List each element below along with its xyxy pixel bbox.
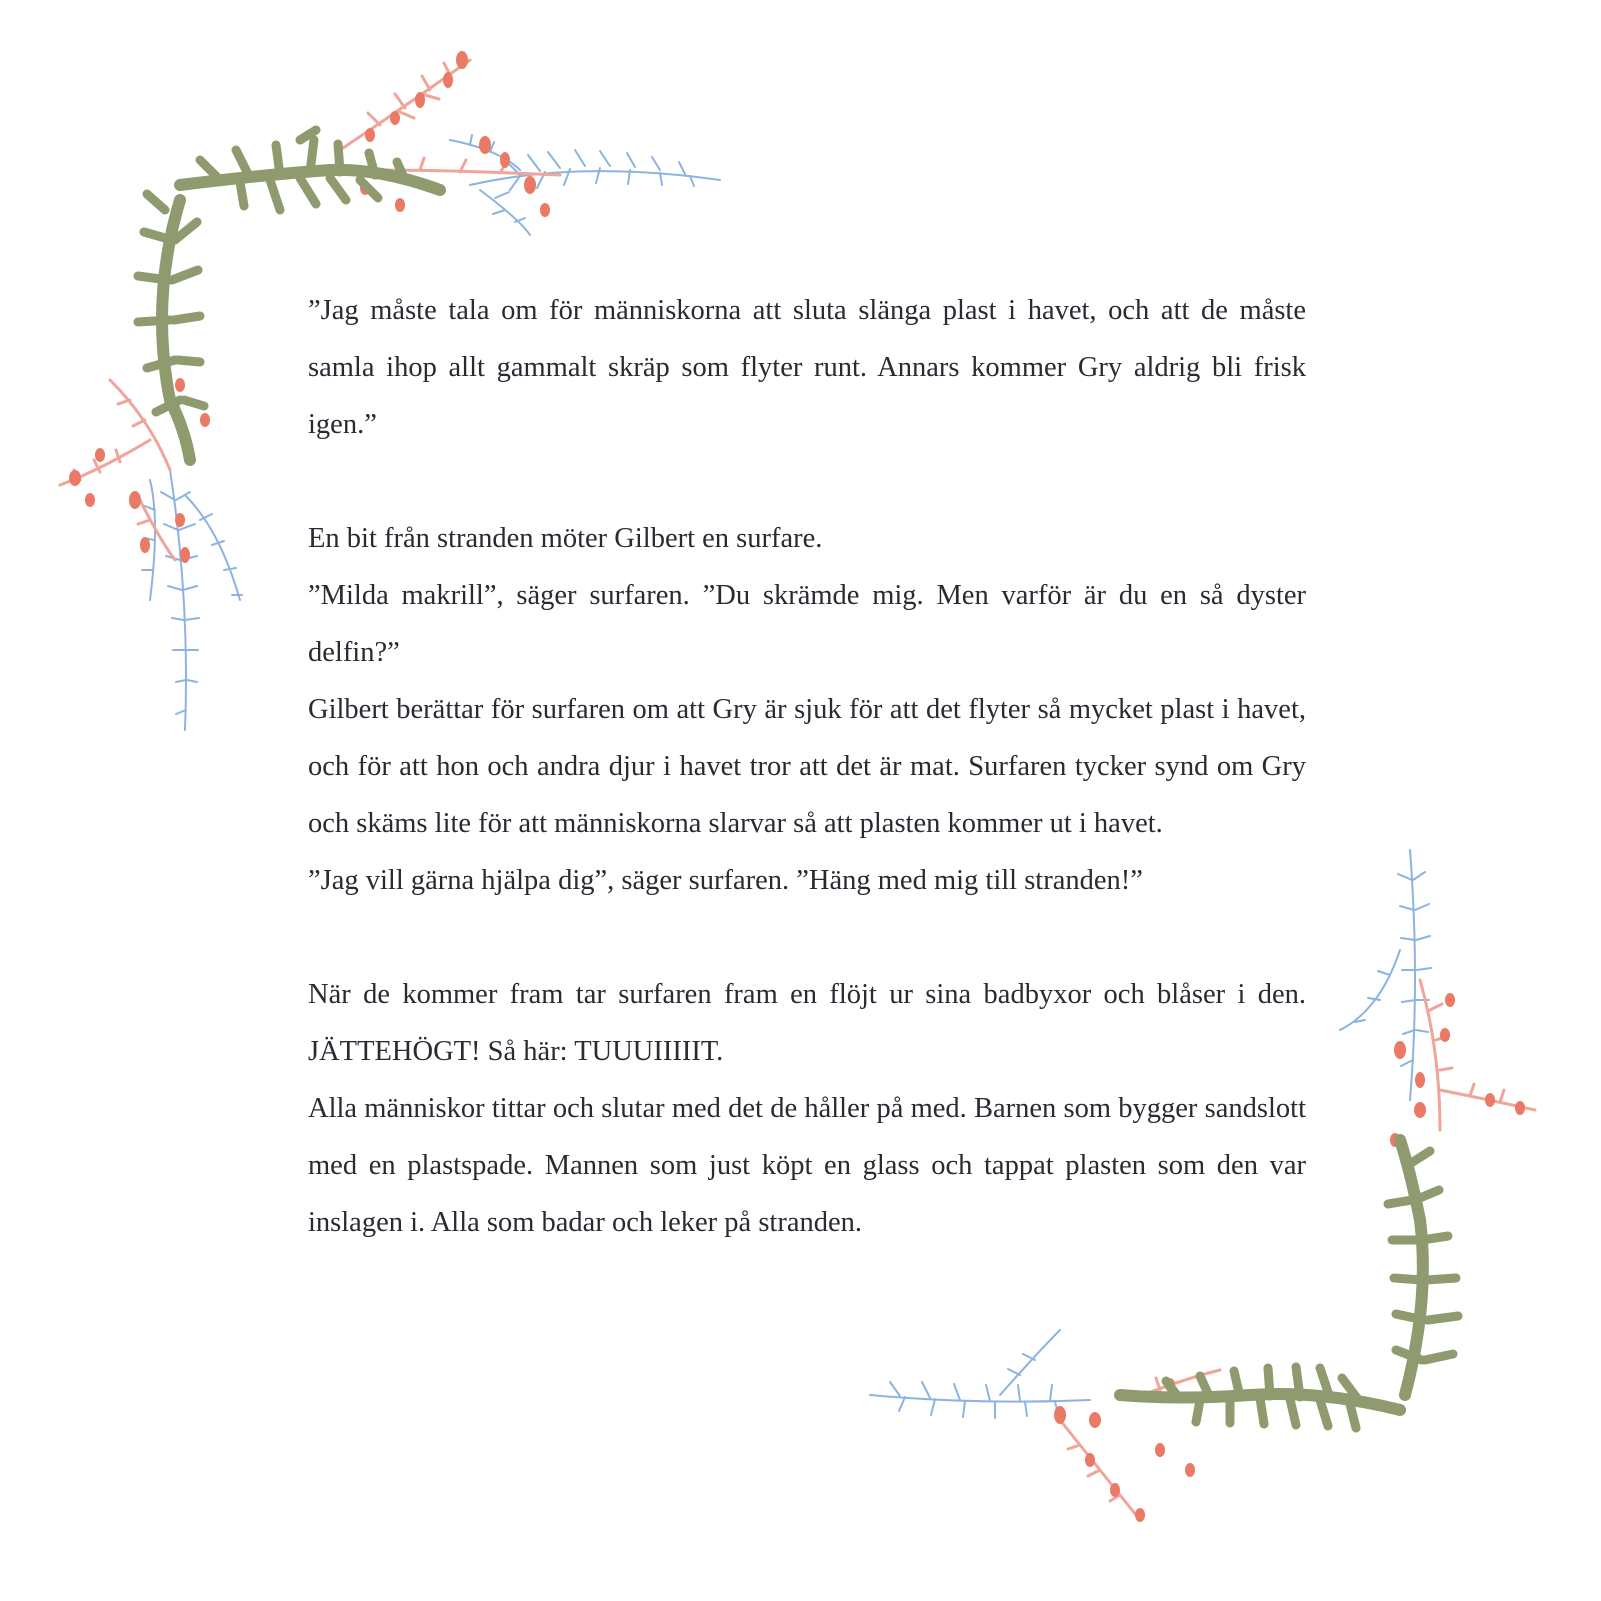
- paragraph-meets-surfer: En bit från stranden möter Gilbert en surfare.: [308, 523, 823, 554]
- paragraph-beach-people: Alla människor tittar och slutar med det de håller på med. Barnen som bygger sandslott med en plastspade. Mannen som just köpt en glass och tappat plasten som den var inslagen i. Alla som badar och leker på stranden.: [308, 1093, 1306, 1238]
- paragraph-spacer: [308, 453, 1306, 510]
- paragraph-gilbert-explains: Gilbert berättar för surfaren om att Gry är sjuk för att det flyter så mycket plast i havet, och för att hon och andra djur i havet tror att det är mat. Surfaren tycker synd om Gry och skäms lite för att människorna slarvar så att plasten kommer ut i havet.: [308, 694, 1306, 839]
- paragraph-surfer-quote: ”Milda makrill”, säger surfaren. ”Du skrämde mig. Men varför är du en så dyster delfin?”: [308, 580, 1306, 668]
- story-text: [308, 282, 1306, 1251]
- paragraph-surfer-offers-help: ”Jag vill gärna hjälpa dig”, säger surfaren. ”Häng med mig till stranden!”: [308, 865, 1143, 896]
- paragraph-spacer: [308, 909, 1306, 966]
- paragraph-warning-quote: ”Jag måste tala om för människorna att sluta slänga plast i havet, och att de måste samla ihop allt gammalt skräp som flyter runt. Annars kommer Gry aldrig bli frisk igen.”: [308, 295, 1306, 440]
- paragraph-flute: När de kommer fram tar surfaren fram en flöjt ur sina badbyxor och blåser i den. JÄTTEHÖGT! Så här: TUUUIIIIIT.: [308, 979, 1306, 1067]
